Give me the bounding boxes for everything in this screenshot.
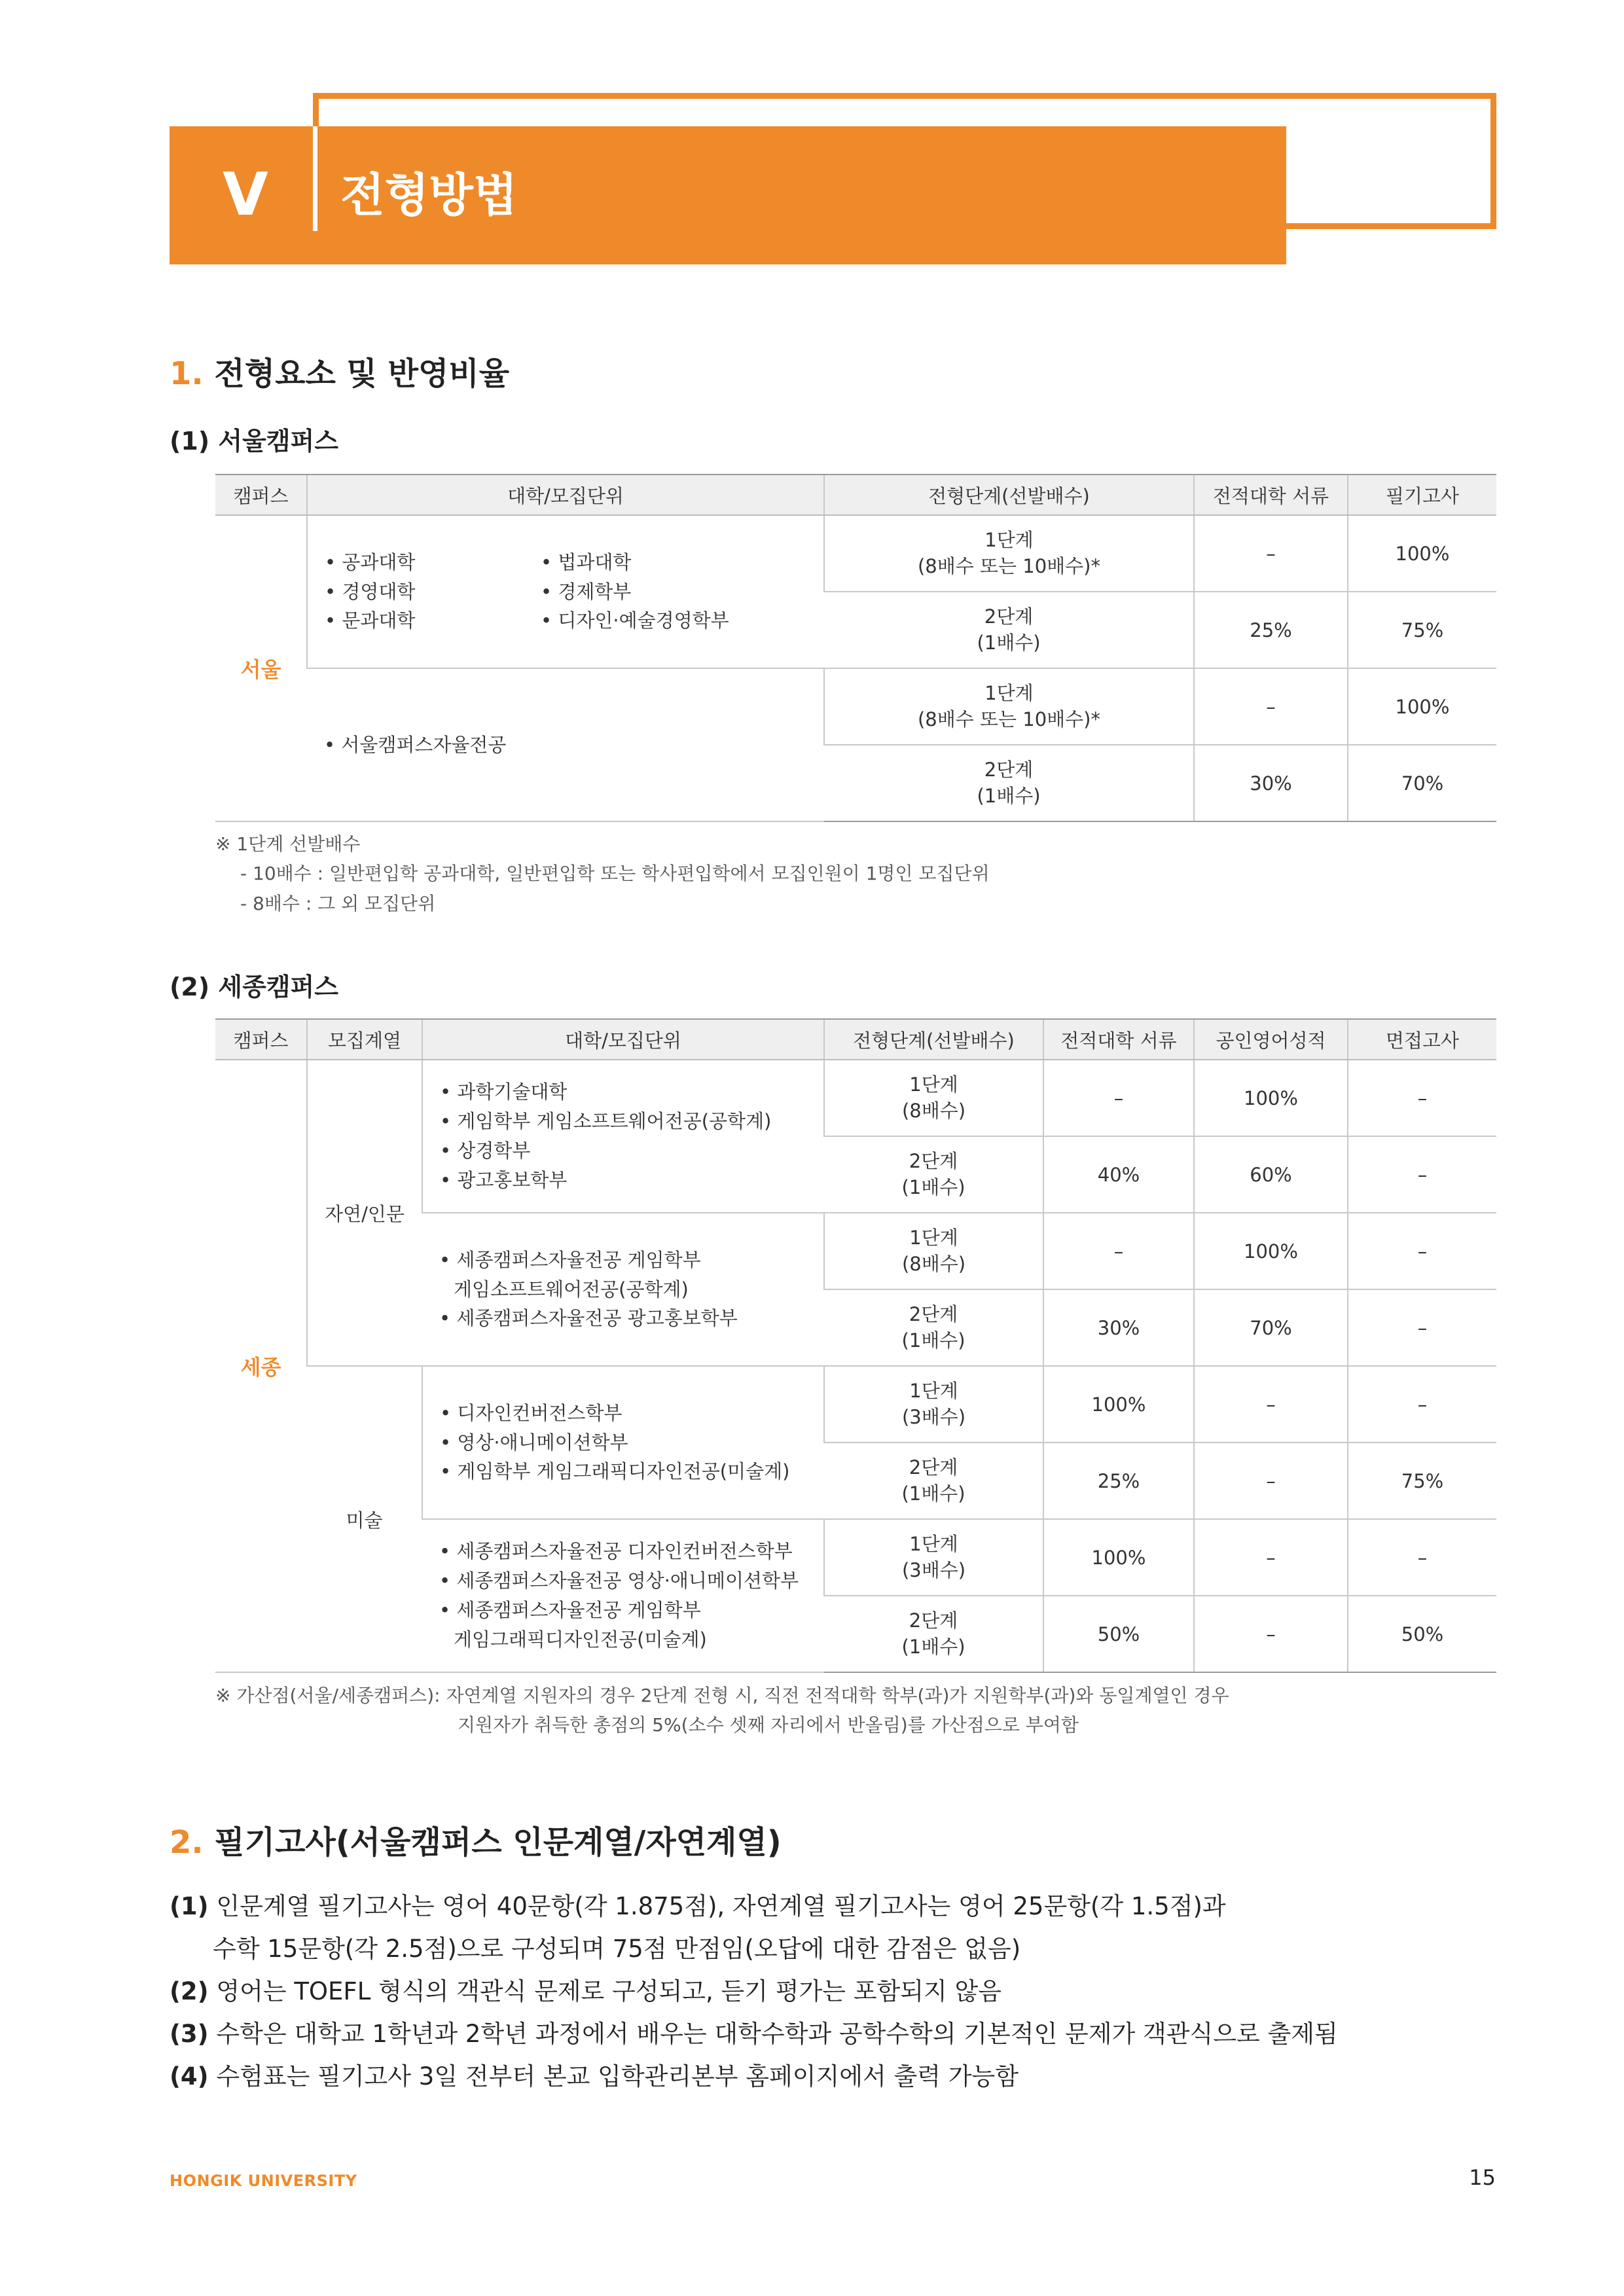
- stage-label: 1단계: [984, 529, 1034, 552]
- th-campus: 캠퍼스: [215, 475, 307, 515]
- note-line: ※ 1단계 선발배수: [215, 833, 361, 855]
- interview-cell: –: [1348, 1136, 1496, 1213]
- list-item: [170, 2013, 1338, 2055]
- list-item: [170, 1885, 1338, 1928]
- section2-title: [170, 1817, 782, 1862]
- unit-item: • 세종캠퍼스자율전공 영상·애니메이션학부: [439, 1570, 799, 1592]
- stage-label: 2단계: [909, 1303, 958, 1326]
- stage-label: 2단계: [909, 1150, 958, 1173]
- unit-item: • 상경학부: [440, 1139, 531, 1162]
- list-item: [170, 2055, 1338, 2098]
- stage-ratio: (1배수): [901, 1482, 965, 1505]
- unit-item: • 경제학부: [541, 580, 632, 603]
- english-cell: 100%: [1194, 1060, 1348, 1136]
- th-campus: 캠퍼스: [215, 1019, 307, 1060]
- interview-cell: –: [1348, 1213, 1496, 1289]
- units-cell: [307, 668, 824, 821]
- doc-cell: –: [1194, 668, 1348, 745]
- stage-label: 1단계: [909, 1073, 958, 1096]
- doc-cell: 25%: [1194, 592, 1348, 668]
- stage-label: 1단계: [909, 1533, 958, 1556]
- units-cell: [422, 1060, 824, 1213]
- seoul-notes: [215, 829, 990, 918]
- th-documents: 전적대학 서류: [1043, 1019, 1194, 1060]
- unit-item: • 디자인컨버전스학부: [440, 1401, 623, 1424]
- chapter-title: 전형방법: [340, 168, 518, 222]
- doc-cell: 40%: [1043, 1136, 1194, 1213]
- th-english: 공인영어성적: [1194, 1019, 1348, 1060]
- item-number: (2): [170, 1977, 209, 2005]
- unit-item: • 문과대학: [325, 609, 416, 632]
- doc-cell: 100%: [1043, 1519, 1194, 1596]
- section1-heading: 전형요소 및 반영비율: [214, 355, 510, 392]
- th-units: 대학/모집단위: [307, 475, 824, 515]
- exam-cell: 70%: [1348, 745, 1496, 821]
- doc-cell: 50%: [1043, 1596, 1194, 1672]
- th-stage: 전형단계(선발배수): [824, 1019, 1043, 1060]
- unit-item: • 광고홍보학부: [440, 1168, 568, 1191]
- note-line: 지원자가 취득한 총점의 5%(소수 셋째 자리에서 반올림)를 가산점으로 부여함: [458, 1714, 1079, 1736]
- sejong-subtitle: (2) 세종캠퍼스: [170, 973, 338, 1001]
- unit-item: • 영상·애니메이션학부: [440, 1431, 628, 1454]
- unit-item: • 세종캠퍼스자율전공 게임학부: [439, 1248, 701, 1271]
- doc-cell: 30%: [1194, 745, 1348, 821]
- stage-label: 1단계: [984, 682, 1034, 705]
- stage-ratio: (8배수 또는 10배수)*: [917, 554, 1100, 577]
- stage-cell: [824, 1519, 1043, 1596]
- stage-cell: [824, 1443, 1043, 1519]
- note-line: - 10배수 : 일반편입학 공과대학, 일반편입학 또는 학사편입학에서 모집인원이 1명인 모집단위: [240, 863, 990, 885]
- exam-cell: 100%: [1348, 668, 1496, 745]
- english-cell: 100%: [1194, 1213, 1348, 1289]
- item-text: 영어는 TOEFL 형식의 객관식 문제로 구성되고, 듣기 평가는 포함되지 않음: [216, 1977, 1001, 2005]
- table-row: [215, 1366, 1496, 1443]
- header-bar: [170, 126, 1286, 264]
- stage-label: 2단계: [909, 1456, 958, 1479]
- th-field: 모집계열: [307, 1019, 422, 1060]
- interview-cell: –: [1348, 1289, 1496, 1366]
- table-row: [215, 1060, 1496, 1136]
- english-cell: –: [1194, 1519, 1348, 1596]
- stage-ratio: (1배수): [901, 1635, 965, 1658]
- item-text-continued: 수학 15문항(각 2.5점)으로 구성되며 75점 만점임(오답에 대한 감점은 없음): [213, 1935, 1021, 1963]
- unit-item: • 세종캠퍼스자율전공 게임학부: [439, 1599, 701, 1621]
- page-number: 15: [1469, 2165, 1496, 2190]
- stage-ratio: (1배수): [901, 1175, 965, 1198]
- stage-ratio: (8배수): [901, 1252, 966, 1275]
- sejong-table-header: [215, 1019, 1496, 1060]
- unit-item: • 게임학부 게임소프트웨어전공(공학계): [440, 1110, 772, 1133]
- footer-university: HONGIK UNIVERSITY: [170, 2172, 357, 2190]
- item-text: 수험표는 필기고사 3일 전부터 본교 입학관리본부 홈페이지에서 출력 가능함: [216, 2062, 1019, 2090]
- doc-cell: –: [1043, 1213, 1194, 1289]
- doc-cell: 25%: [1043, 1443, 1194, 1519]
- interview-cell: –: [1348, 1366, 1496, 1443]
- stage-label: 2단계: [984, 605, 1034, 628]
- doc-cell: 100%: [1043, 1366, 1194, 1443]
- english-cell: –: [1194, 1366, 1348, 1443]
- stage-ratio: (1배수): [977, 631, 1041, 654]
- unit-item: • 서울캠퍼스자율전공: [324, 733, 507, 756]
- unit-item: • 과학기술대학: [440, 1081, 568, 1103]
- stage-label: 1단계: [909, 1380, 958, 1403]
- stage-label: 1단계: [909, 1227, 958, 1249]
- section2-heading: 필기고사(서울캠퍼스 인문계열/자연계열): [214, 1824, 782, 1861]
- doc-cell: 30%: [1043, 1289, 1194, 1366]
- section1-title: [170, 348, 509, 393]
- english-cell: 60%: [1194, 1136, 1348, 1213]
- unit-item: 게임소프트웨어전공(공학계): [454, 1278, 689, 1300]
- th-written-exam: 필기고사: [1348, 475, 1496, 515]
- doc-cell: –: [1043, 1060, 1194, 1136]
- units-cell: [422, 1366, 824, 1519]
- header-divider: [313, 126, 317, 231]
- stage-cell: [824, 592, 1194, 668]
- seoul-table: [215, 474, 1496, 822]
- campus-cell: 세종: [215, 1060, 307, 1672]
- stage-cell: [824, 515, 1194, 592]
- item-number: (3): [170, 2020, 209, 2048]
- stage-ratio: (1배수): [977, 784, 1041, 807]
- unit-item: • 디자인·예술경영학부: [541, 609, 729, 632]
- section1-number: 1.: [170, 355, 204, 392]
- unit-item: • 경영대학: [325, 580, 416, 603]
- interview-cell: 50%: [1348, 1596, 1496, 1672]
- item-number: (4): [170, 2062, 209, 2090]
- stage-cell: [824, 745, 1194, 821]
- stage-label: 2단계: [909, 1609, 958, 1632]
- exam-cell: 100%: [1348, 515, 1496, 592]
- stage-ratio: (8배수 또는 10배수)*: [917, 708, 1100, 730]
- stage-cell: [824, 1213, 1043, 1289]
- stage-cell: [824, 1289, 1043, 1366]
- unit-item: • 세종캠퍼스자율전공 광고홍보학부: [439, 1307, 738, 1330]
- sejong-table: [215, 1018, 1496, 1673]
- stage-label: 2단계: [984, 759, 1034, 781]
- item-text: 수학은 대학교 1학년과 2학년 과정에서 배우는 대학수학과 공학수학의 기본적인 문제가 객관식으로 출제됨: [216, 2020, 1338, 2048]
- units-cell: [422, 1213, 824, 1366]
- english-cell: –: [1194, 1443, 1348, 1519]
- unit-item: 게임그래픽디자인전공(미술계): [454, 1628, 707, 1651]
- sejong-notes: [215, 1681, 1229, 1740]
- interview-cell: –: [1348, 1060, 1496, 1136]
- note-line: - 8배수 : 그 외 모집단위: [240, 892, 436, 914]
- table-row: [215, 515, 1496, 592]
- stage-ratio: (8배수): [901, 1099, 966, 1122]
- seoul-table-header: [215, 475, 1496, 515]
- english-cell: –: [1194, 1596, 1348, 1672]
- stage-ratio: (1배수): [901, 1329, 965, 1352]
- item-number: (1): [170, 1892, 209, 1920]
- doc-cell: –: [1194, 515, 1348, 592]
- section2-number: 2.: [170, 1824, 204, 1861]
- th-documents: 전적대학 서류: [1194, 475, 1348, 515]
- stage-cell: [824, 1596, 1043, 1672]
- field-cell: 자연/인문: [307, 1060, 422, 1366]
- campus-cell: 서울: [215, 515, 307, 821]
- list-item: [170, 1970, 1338, 2013]
- table-row: [215, 668, 1496, 745]
- stage-cell: [824, 1366, 1043, 1443]
- th-interview: 면접고사: [1348, 1019, 1496, 1060]
- exam-cell: 75%: [1348, 592, 1496, 668]
- stage-cell: [824, 1136, 1043, 1213]
- item-text: 인문계열 필기고사는 영어 40문항(각 1.875점), 자연계열 필기고사는 영어 25문항(각 1.5점)과: [216, 1892, 1226, 1920]
- interview-cell: –: [1348, 1519, 1496, 1596]
- field-cell: 미술: [307, 1366, 422, 1672]
- stage-cell: [824, 1060, 1043, 1136]
- units-cell: [422, 1519, 824, 1672]
- th-stage: 전형단계(선발배수): [824, 475, 1194, 515]
- seoul-subtitle: (1) 서울캠퍼스: [170, 427, 338, 456]
- section2-list: [170, 1885, 1338, 2098]
- note-line: ※ 가산점(서울/세종캠퍼스): 자연계열 지원자의 경우 2단계 전형 시, 직전 전적대학 학부(과)가 지원학부(과)와 동일계열인 경우: [215, 1685, 1229, 1706]
- unit-item: • 공과대학: [325, 550, 416, 573]
- unit-item: • 세종캠퍼스자율전공 디자인컨버전스학부: [439, 1540, 793, 1563]
- units-cell: [307, 515, 824, 668]
- stage-ratio: (3배수): [901, 1558, 966, 1581]
- unit-item: • 게임학부 게임그래픽디자인전공(미술계): [440, 1460, 790, 1483]
- th-units: 대학/모집단위: [422, 1019, 824, 1060]
- unit-item: • 법과대학: [541, 550, 632, 573]
- stage-cell: [824, 668, 1194, 745]
- chapter-number: V: [223, 160, 268, 229]
- interview-cell: 75%: [1348, 1443, 1496, 1519]
- stage-ratio: (3배수): [901, 1405, 966, 1428]
- english-cell: 70%: [1194, 1289, 1348, 1366]
